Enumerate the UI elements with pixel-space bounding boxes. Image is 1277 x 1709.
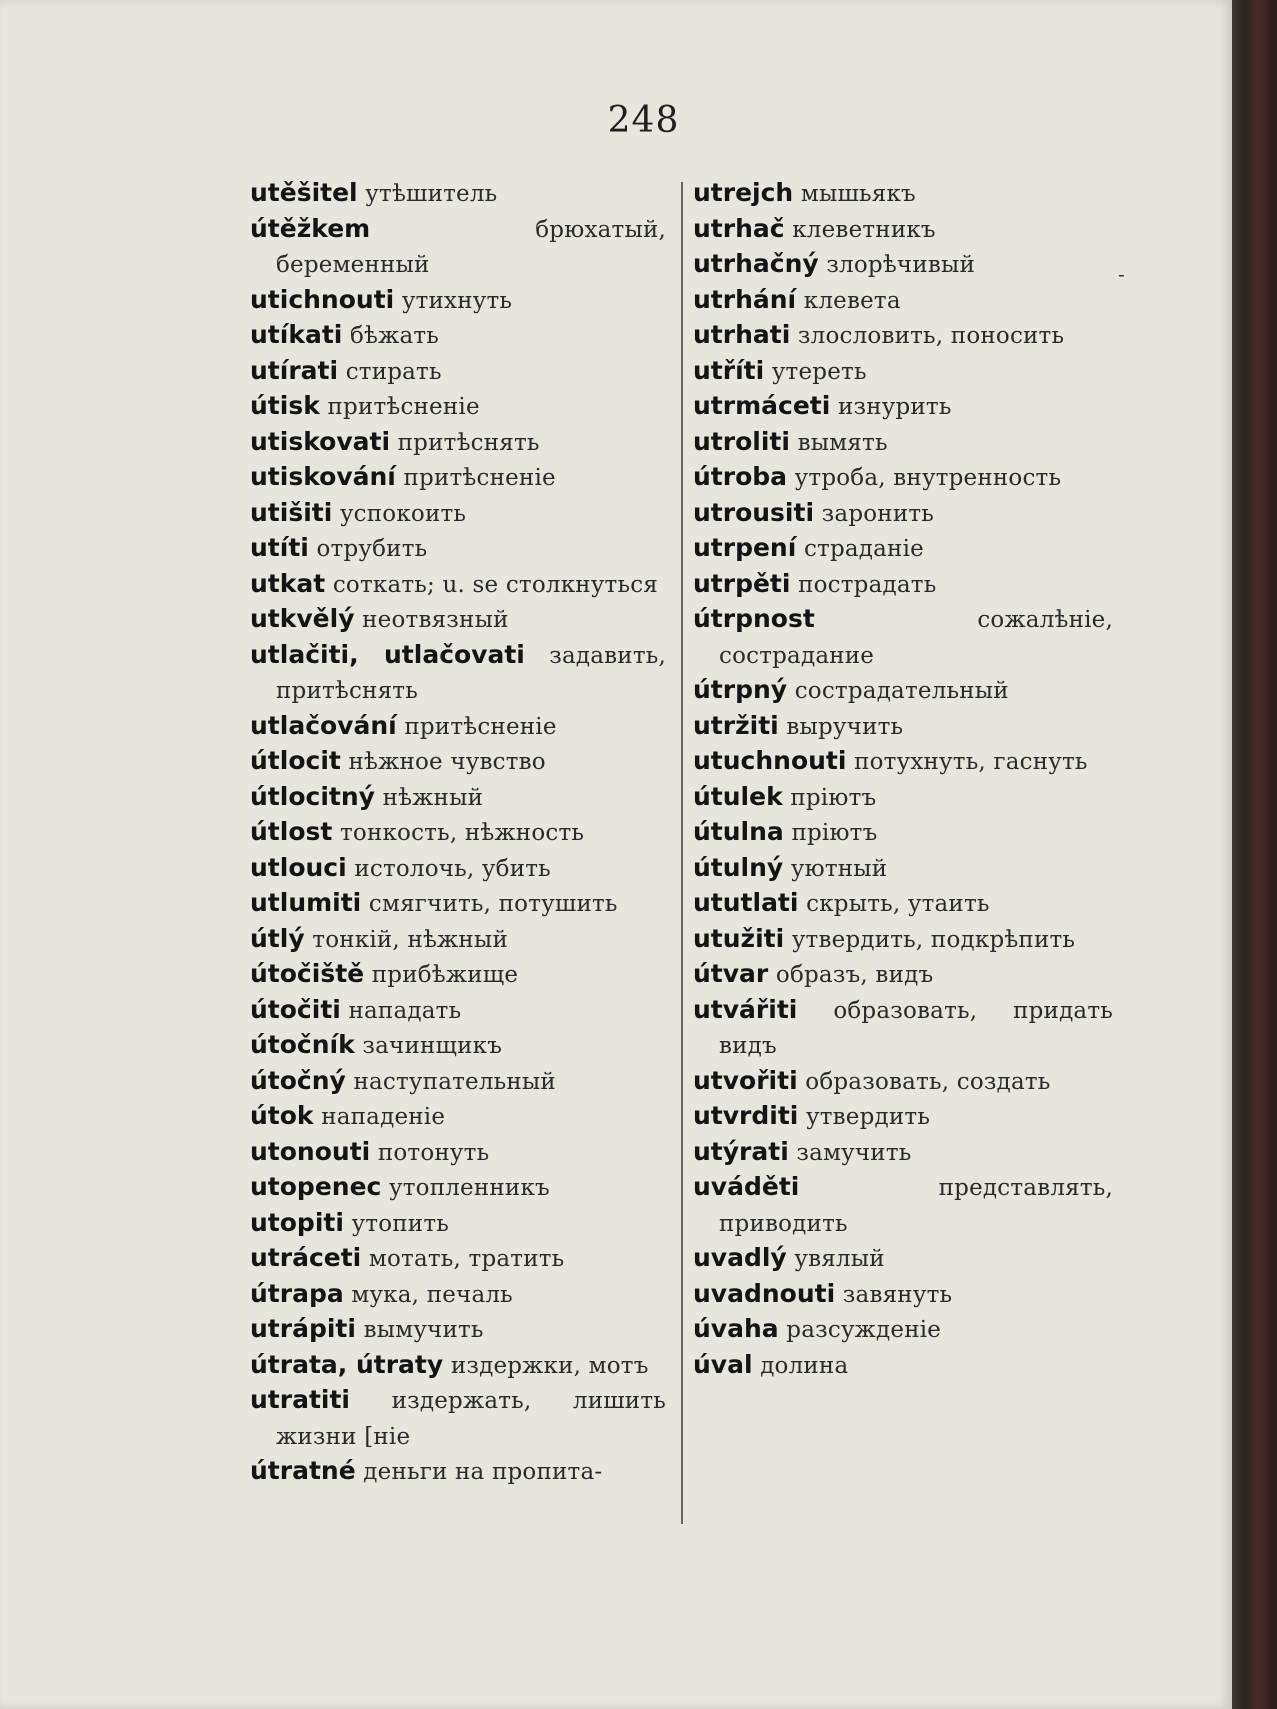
dictionary-entry (693, 283, 1113, 319)
entry-definition: задавить, притѣснять (276, 642, 666, 704)
dictionary-entry (250, 283, 666, 319)
entry-headword: utíti (250, 533, 309, 562)
dictionary-entry (250, 709, 666, 745)
dictionary-entry (250, 1454, 666, 1490)
left-column (250, 176, 666, 1490)
entry-headword: uvadlý (693, 1243, 787, 1272)
dictionary-entry (693, 1277, 1113, 1313)
dictionary-entry (250, 531, 666, 567)
dictionary-entry (250, 638, 666, 709)
dictionary-entry (693, 176, 1113, 212)
entry-definition: истолочь, убить (354, 855, 551, 882)
entry-definition: тонкость, нѣжность (339, 820, 585, 846)
entry-definition: злорѣчивый (826, 252, 976, 278)
entry-headword: utkvělý (250, 604, 355, 633)
entry-definition: утроба, внутренность (794, 465, 1062, 491)
entry-definition: долина (760, 1352, 849, 1379)
entry-definition: злословить, поносить (797, 323, 1065, 349)
dictionary-entry (693, 425, 1113, 461)
entry-definition: притѣсненіе (404, 713, 557, 740)
entry-definition: нѣжное чувство (348, 749, 546, 775)
entry-headword: utiskování (250, 462, 396, 491)
dictionary-entry (693, 993, 1113, 1064)
entry-headword: utrpěti (693, 568, 791, 598)
entry-definition: страданіе (803, 536, 924, 562)
entry-headword: uváděti (693, 1172, 800, 1201)
entry-definition: отрубить (316, 536, 428, 562)
entry-definition: нѣжный (382, 784, 484, 811)
entry-headword: utišiti (250, 497, 333, 527)
dictionary-entry (693, 922, 1113, 958)
dictionary-entry (250, 567, 666, 603)
dictionary-entry (250, 744, 666, 780)
entry-definition: утѣшитель (365, 181, 498, 207)
entry-definition: выручить (786, 713, 904, 740)
dictionary-entry (693, 1241, 1113, 1277)
dictionary-entry (693, 1348, 1113, 1384)
entry-definition: утереть (771, 358, 867, 385)
entry-headword: utrhačný (693, 249, 819, 278)
dictionary-entry (250, 1064, 666, 1100)
entry-headword: útěžkem (250, 213, 371, 243)
dictionary-entry (250, 176, 666, 212)
entry-headword: útlocit (250, 746, 341, 775)
entry-headword: útrpný (693, 675, 788, 704)
dictionary-entry (693, 212, 1113, 248)
entry-definition: брюхатый, беременный (276, 216, 666, 278)
dictionary-entry (693, 815, 1113, 851)
entry-headword: útvar (693, 959, 769, 988)
dictionary-entry (693, 496, 1113, 532)
dictionary-entry (250, 922, 666, 958)
entry-definition: пріютъ (791, 820, 878, 846)
entry-headword: útlocitný (250, 781, 375, 811)
entry-definition: нападать (348, 997, 462, 1024)
entry-headword: úval (693, 1349, 753, 1379)
entry-headword: utrpení (693, 533, 797, 562)
right-column (693, 176, 1113, 1383)
entry-definition: разсужденіе (786, 1317, 942, 1343)
entry-headword: utrápiti (250, 1314, 356, 1343)
entry-definition: зачинщикъ (362, 1033, 503, 1059)
entry-headword: utýrati (693, 1136, 789, 1166)
dictionary-entry (250, 1135, 666, 1171)
entry-definition: соткать; u. se столкнуться (332, 571, 658, 598)
entry-definition: утопить (351, 1210, 449, 1237)
dictionary-entry (693, 602, 1113, 673)
dictionary-entry (250, 1277, 666, 1313)
entry-definition: увялый (794, 1246, 885, 1272)
dictionary-entry (693, 567, 1113, 603)
dictionary-entry (693, 886, 1113, 922)
dictionary-entry (250, 886, 666, 922)
entry-definition: стирать (345, 358, 442, 385)
entry-definition: успокоить (339, 500, 467, 527)
entry-definition: сожалѣніе, сострадание (719, 607, 1113, 669)
dictionary-entry (250, 318, 666, 354)
entry-headword: utkat (250, 568, 326, 598)
entry-headword: útulna (693, 817, 784, 846)
dictionary-entry (693, 460, 1113, 496)
entry-headword: utuchnouti (693, 746, 847, 775)
entry-headword: utříti (693, 355, 765, 385)
entry-definition: представлять, приводить (719, 1175, 1113, 1237)
entry-definition: тонкій, нѣжный (312, 926, 508, 953)
entry-definition: клевета (803, 287, 901, 314)
entry-headword: útočník (250, 1030, 355, 1059)
entry-headword: utrousiti (693, 497, 815, 527)
entry-definition: пріютъ (790, 784, 877, 811)
dictionary-entry (693, 673, 1113, 709)
entry-definition: изнурить (837, 394, 952, 420)
entry-headword: útočiti (250, 994, 341, 1024)
dictionary-entry (693, 851, 1113, 887)
entry-definition: утвердить, подкрѣпить (791, 926, 1076, 953)
dictionary-entry (693, 744, 1113, 780)
dictionary-entry (693, 389, 1113, 425)
entry-headword: utržiti (693, 710, 779, 740)
dictionary-entry (250, 1348, 666, 1384)
dictionary-entry (250, 602, 666, 638)
entry-headword: útlost (250, 817, 333, 846)
dictionary-entry (250, 851, 666, 887)
dictionary-entry (693, 531, 1113, 567)
entry-headword: utrhání (693, 284, 797, 314)
entry-headword: utonouti (250, 1136, 371, 1166)
entry-headword: utíkati (250, 320, 343, 349)
entry-headword: utopiti (250, 1207, 344, 1237)
entry-headword: utvářiti (693, 994, 798, 1024)
entry-definition: притѣснять (397, 429, 540, 456)
entry-headword: utichnouti (250, 284, 395, 314)
entry-definition: вымучить (363, 1317, 484, 1343)
entry-headword: utužiti (693, 923, 785, 953)
entry-headword: útisk (250, 391, 320, 420)
dictionary-entry (250, 425, 666, 461)
entry-headword: útrapa (250, 1278, 344, 1308)
entry-definition: неотвязный (362, 607, 509, 633)
dictionary-entry (693, 1064, 1113, 1100)
dictionary-entry (250, 1028, 666, 1064)
entry-headword: utrmáceti (693, 391, 831, 420)
entry-headword: utlačování (250, 710, 397, 740)
entry-headword: uvadnouti (693, 1278, 836, 1308)
entry-definition: наступательный (353, 1068, 556, 1095)
entry-headword: útulek (693, 781, 783, 811)
entry-headword: útočný (250, 1065, 346, 1095)
entry-headword: utrhati (693, 320, 791, 349)
entry-definition: издержки, мотъ (450, 1352, 649, 1379)
entry-definition: потонуть (377, 1139, 490, 1166)
dictionary-entry (250, 460, 666, 496)
entry-definition: замучить (796, 1139, 912, 1166)
dictionary-entry (250, 496, 666, 532)
margin-mark: - (1118, 262, 1125, 286)
entry-definition: заронить (821, 500, 935, 527)
entry-headword: útok (250, 1101, 314, 1130)
dictionary-entry (250, 389, 666, 425)
entry-definition: потухнуть, гаснуть (854, 749, 1088, 775)
dictionary-entry (250, 354, 666, 390)
column-divider (681, 182, 683, 1524)
entry-headword: utírati (250, 355, 339, 385)
dictionary-entry (250, 993, 666, 1029)
entry-headword: úvaha (693, 1314, 779, 1343)
entry-headword: útrata, útraty (250, 1349, 444, 1379)
dictionary-entry (250, 1241, 666, 1277)
dictionary-entry (693, 957, 1113, 993)
entry-definition: притѣсненіе (403, 465, 556, 491)
entry-headword: utvořiti (693, 1065, 798, 1095)
dictionary-entry (250, 1170, 666, 1206)
entry-headword: útulný (693, 852, 784, 882)
entry-headword: útrpnost (693, 604, 815, 633)
entry-definition: образовать, создать (805, 1068, 1051, 1095)
dictionary-entry (693, 780, 1113, 816)
entry-definition: утихнуть (401, 287, 513, 314)
dictionary-entry (250, 212, 666, 283)
entry-headword: utrhač (693, 213, 785, 243)
entry-headword: utvrditi (693, 1101, 799, 1130)
entry-headword: utroliti (693, 426, 790, 456)
entry-definition: деньги на пропита- (363, 1459, 603, 1485)
entry-headword: utlačiti, utlačovati (250, 639, 525, 669)
entry-headword: utlouci (250, 852, 347, 882)
dictionary-entry (693, 1135, 1113, 1171)
dictionary-entry (693, 709, 1113, 745)
dictionary-entry (693, 318, 1113, 354)
entry-headword: ututlati (693, 888, 799, 917)
entry-headword: útroba (693, 462, 788, 491)
entry-definition: притѣсненіе (327, 394, 480, 420)
entry-definition: прибѣжище (371, 962, 519, 988)
entry-definition: скрыть, утаить (806, 891, 990, 917)
dictionary-entry (693, 1099, 1113, 1135)
entry-definition: образъ, видъ (775, 962, 934, 988)
dictionary-entry (693, 1170, 1113, 1241)
entry-headword: utráceti (250, 1243, 362, 1272)
entry-definition: издержать, лишить жизни [ніе (276, 1388, 666, 1450)
dictionary-entry (250, 957, 666, 993)
dictionary-entry (250, 780, 666, 816)
entry-definition: мышьякъ (800, 181, 916, 207)
entry-definition: бѣжать (349, 323, 440, 349)
book-spine (1232, 0, 1277, 1709)
entry-definition: завянуть (842, 1281, 953, 1308)
page-number: 248 (607, 100, 680, 141)
entry-headword: utrejch (693, 178, 794, 207)
entry-definition: утвердить (806, 1104, 931, 1130)
entry-headword: utěšitel (250, 178, 358, 207)
entry-definition: мука, печаль (351, 1281, 513, 1308)
entry-definition: сострадательный (794, 678, 1009, 704)
dictionary-entry (250, 1206, 666, 1242)
entry-definition: образовать, придать видъ (719, 997, 1113, 1059)
entry-definition: нападеніе (321, 1104, 446, 1130)
dictionary-entry (250, 1383, 666, 1454)
entry-headword: utratiti (250, 1385, 350, 1414)
entry-headword: útratné (250, 1456, 356, 1485)
dictionary-entry (693, 354, 1113, 390)
dictionary-entry (250, 1099, 666, 1135)
dictionary-entry (250, 815, 666, 851)
entry-definition: вымять (797, 429, 888, 456)
entry-headword: utiskovati (250, 426, 391, 456)
entry-definition: утопленникъ (389, 1175, 550, 1201)
entry-definition: клеветникъ (792, 216, 936, 243)
dictionary-entry (250, 1312, 666, 1348)
entry-definition: пострадать (798, 571, 937, 598)
entry-headword: utopenec (250, 1172, 382, 1201)
entry-headword: útlý (250, 923, 305, 953)
dictionary-entry (693, 1312, 1113, 1348)
dictionary-entry (693, 247, 1113, 283)
entry-definition: мотать, тратить (368, 1246, 565, 1272)
entry-definition: уютный (790, 855, 888, 882)
entry-headword: útočiště (250, 959, 365, 988)
entry-headword: utlumiti (250, 888, 362, 917)
entry-definition: смягчить, потушить (368, 891, 618, 917)
